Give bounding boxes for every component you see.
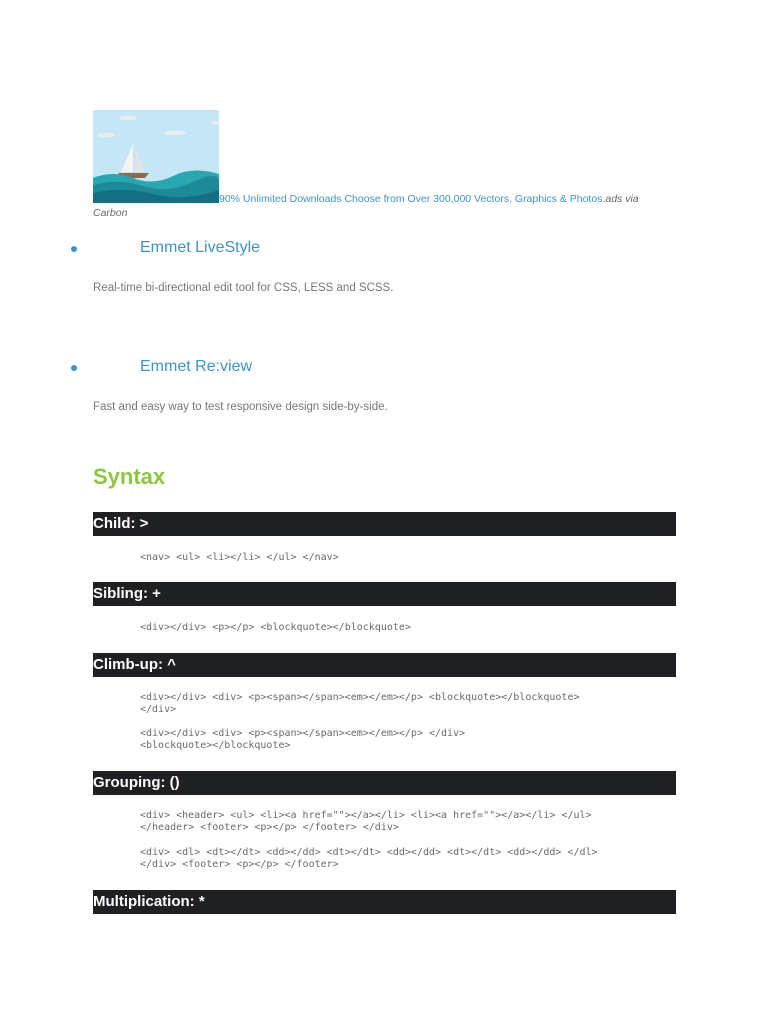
heading-sibling: Sibling: +	[93, 582, 676, 606]
ad-sailboat-image	[93, 110, 219, 203]
heading-climb-up: Climb-up: ^	[93, 653, 676, 677]
code-example: <div></div> <p></p> <blockquote></blockquote>	[140, 622, 411, 633]
code-example: <div> <dl> <dt></dt> <dd></dd> <dt></dt> <dd></dd> <dt></dt> <dd></dd> </dl> </div> <footer> <p></p> </footer>	[140, 847, 598, 870]
section-title-syntax: Syntax	[93, 464, 166, 489]
ad-via-carbon[interactable]: ads via Carbon	[93, 193, 639, 219]
product-description: Fast and easy way to test responsive design side-by-side.	[93, 401, 388, 413]
code-example: <div></div> <div> <p><span></span><em></em></p> <blockquote></blockquote> </div>	[140, 692, 580, 715]
ad-image-link[interactable]	[93, 110, 219, 203]
bullet-icon	[71, 365, 77, 371]
product-description: Real-time bi-directional edit tool for CSS, LESS and SCSS.	[93, 282, 394, 294]
code-example: <div> <header> <ul> <li><a href=""></a></li> <li><a href=""></a></li> </ul> </header> <footer> <p></p> </footer> </div>	[140, 810, 592, 833]
heading-grouping: Grouping: ()	[93, 771, 676, 795]
heading-multiplication: Multiplication: *	[93, 890, 676, 914]
code-example: <div></div> <div> <p><span></span><em></em></p> </div> <blockquote></blockquote>	[140, 728, 466, 751]
ad-text	[93, 192, 665, 220]
heading-child: Child: >	[93, 512, 676, 536]
bullet-icon	[71, 246, 77, 252]
code-example: <nav> <ul> <li></li> </ul> </nav>	[140, 552, 339, 563]
ad-link[interactable]: 90% Unlimited Downloads Choose from Over 300,000 Vectors, Graphics & Photos.	[219, 193, 606, 205]
product-link-review[interactable]: Emmet Re:view	[140, 358, 253, 375]
product-link-livestyle[interactable]: Emmet LiveStyle	[140, 239, 261, 256]
